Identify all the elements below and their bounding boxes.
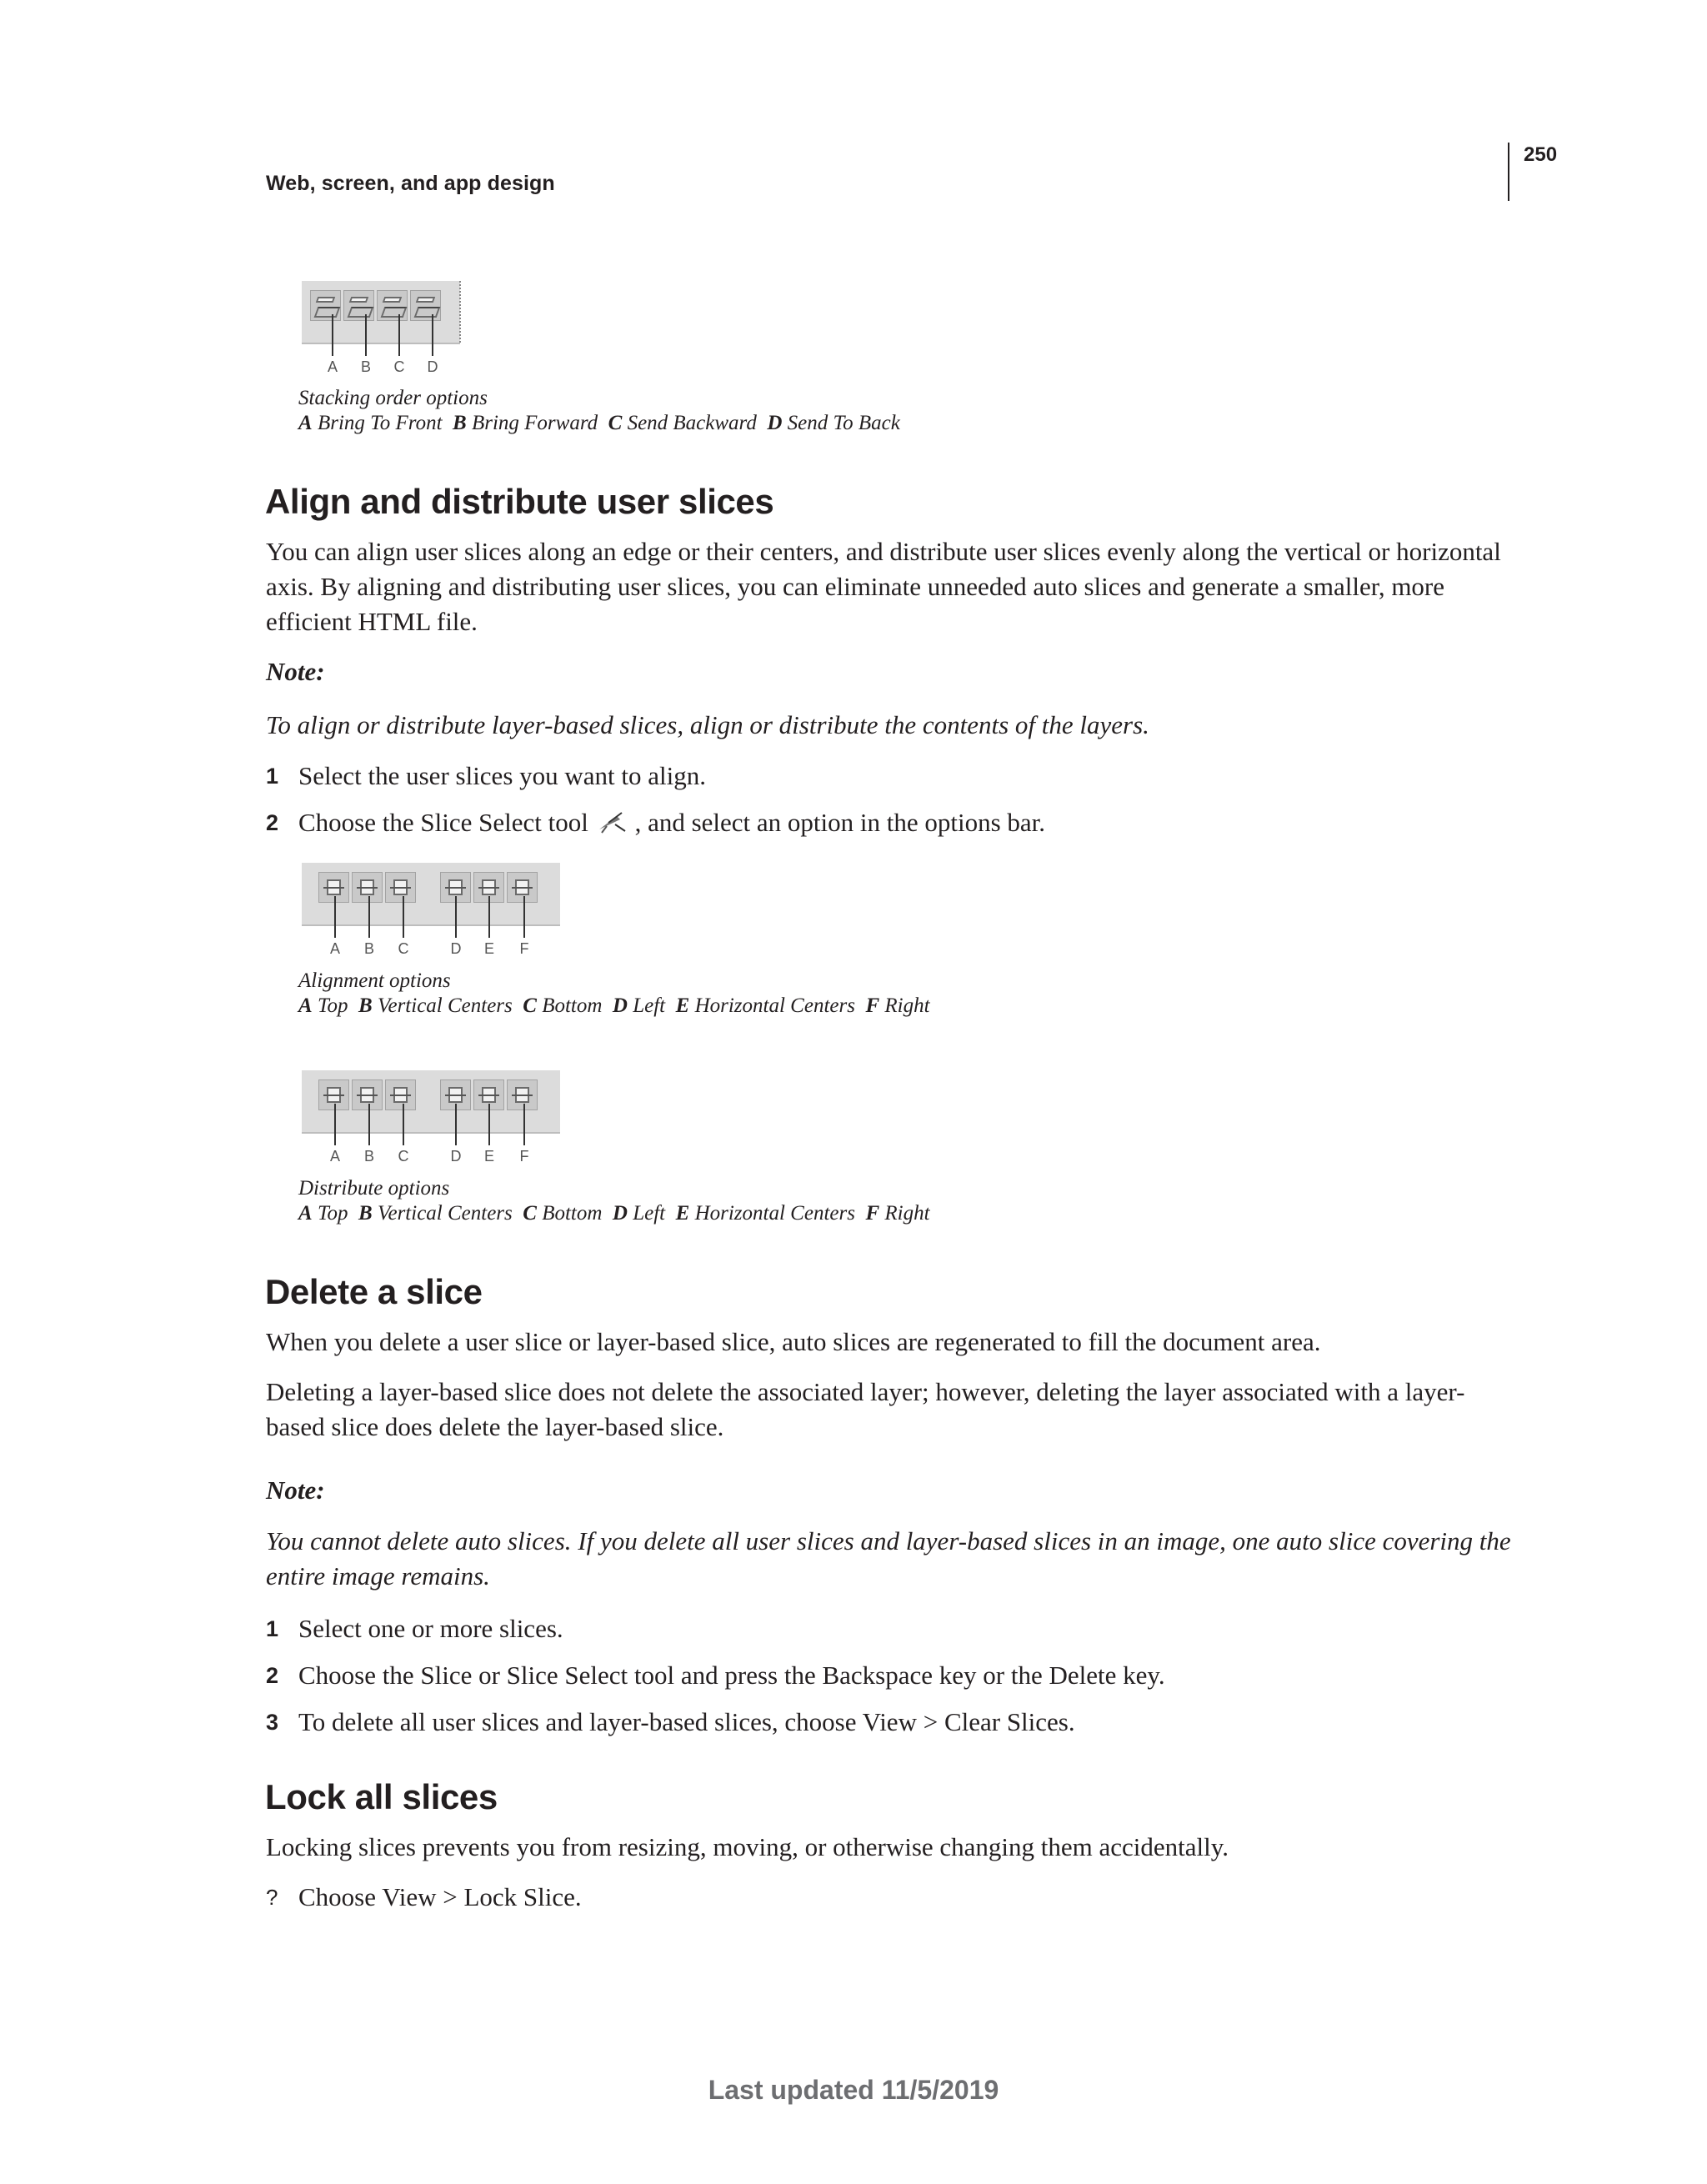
- distribute-toolbar: [302, 1070, 560, 1134]
- callout-line: [365, 314, 367, 356]
- distribute-bottom-icon: [385, 1079, 416, 1110]
- callout-line: [368, 896, 370, 938]
- step-text: Select the user slices you want to align.: [298, 761, 706, 790]
- step-number: 3: [266, 1710, 279, 1735]
- callout-line: [488, 896, 490, 938]
- delete-body-paragraph: Deleting a layer-based slice does not delete the associated layer; however, deleting the layer associated with a layer-based slice does delete the layer-based slice.: [266, 1377, 1465, 1441]
- alignment-options-figure: [302, 863, 568, 963]
- heading-lock-slices: Lock all slices: [265, 1777, 498, 1816]
- note-label: Note:: [266, 657, 325, 686]
- distribute-right-icon: [507, 1079, 538, 1110]
- alignment-toolbar: [302, 863, 560, 926]
- callout-letter: B: [360, 358, 371, 375]
- callout-letter: F: [519, 1148, 529, 1165]
- callout-letter: E: [483, 1148, 494, 1165]
- step-number: 1: [266, 764, 279, 789]
- stacking-toolbar: [302, 281, 460, 344]
- step-number: 2: [266, 810, 279, 835]
- distribute-options-figure: [302, 1070, 568, 1170]
- send-backward-icon: [377, 290, 408, 321]
- callout-letter: A: [329, 940, 340, 957]
- step-text: Choose the Slice or Slice Select tool and press the Backspace key or the Delete key.: [298, 1661, 1165, 1690]
- distribute-vertical-centers-icon: [352, 1079, 383, 1110]
- bring-forward-icon: [343, 290, 374, 321]
- callout-letter: A: [327, 358, 338, 375]
- stacking-order-figure: [302, 281, 468, 381]
- slice-select-tool-icon: [597, 811, 628, 836]
- callout-line: [488, 1104, 490, 1145]
- alignment-caption-legend: A Top B Vertical Centers C Bottom D Left E Horizontal Centers F Right: [298, 994, 930, 1017]
- distribute-caption-title: Distribute options: [298, 1177, 450, 1200]
- footer-last-updated: Last updated 11/5/2019: [708, 2075, 999, 2105]
- callout-letter: B: [363, 1148, 374, 1165]
- heading-delete-slice: Delete a slice: [265, 1272, 483, 1311]
- toolbar-dotted-edge: [459, 281, 461, 343]
- send-to-back-icon: [410, 290, 441, 321]
- callout-line: [432, 314, 433, 356]
- callout-letter: E: [483, 940, 494, 957]
- step-text: Select one or more slices.: [298, 1614, 563, 1643]
- align-vertical-centers-icon: [352, 872, 383, 903]
- callout-line: [334, 1104, 336, 1145]
- callout-line: [455, 896, 457, 938]
- step-text: To delete all user slices and layer-based slices, choose View > Clear Slices.: [298, 1707, 1075, 1736]
- callout-letter: C: [393, 358, 405, 375]
- callout-letter: C: [398, 1148, 409, 1165]
- header-rule: [1508, 143, 1509, 201]
- note-label: Note:: [266, 1475, 325, 1505]
- step-number: 1: [266, 1616, 279, 1641]
- note-text: You cannot delete auto slices. If you delete all user slices and layer-based slices in an image, one auto slice covering the entire image remains.: [266, 1526, 1511, 1590]
- step-bullet: ?: [266, 1885, 278, 1910]
- callout-line: [334, 896, 336, 938]
- callout-line: [332, 314, 333, 356]
- callout-letter: B: [363, 940, 374, 957]
- stacking-caption-title: Stacking order options: [298, 387, 488, 409]
- callout-line: [523, 1104, 525, 1145]
- alignment-caption-title: Alignment options: [298, 969, 451, 992]
- bring-to-front-icon: [310, 290, 341, 321]
- note-text: To align or distribute layer-based slices, align or distribute the contents of the layers.: [266, 710, 1149, 739]
- callout-letter: C: [398, 940, 409, 957]
- callout-letter: D: [450, 940, 462, 957]
- callout-line: [398, 314, 400, 356]
- distribute-caption-legend: A Top B Vertical Centers C Bottom D Left E Horizontal Centers F Right: [298, 1202, 930, 1225]
- running-head: Web, screen, and app design: [266, 172, 555, 195]
- step-number: 2: [266, 1663, 279, 1688]
- callout-line: [403, 1104, 404, 1145]
- delete-body-paragraph: When you delete a user slice or layer-based slice, auto slices are regenerated to fill the document area.: [266, 1327, 1321, 1356]
- callout-line: [523, 896, 525, 938]
- callout-letter: D: [427, 358, 438, 375]
- callout-letter: A: [329, 1148, 340, 1165]
- step-text: Choose View > Lock Slice.: [298, 1882, 582, 1911]
- lock-body-paragraph: Locking slices prevents you from resizing, moving, or otherwise changing them accidentally.: [266, 1832, 1229, 1861]
- step-text: Choose the Slice Select tool , and select an option in the options bar.: [298, 808, 1046, 837]
- page-number: 250: [1524, 143, 1558, 166]
- stacking-caption-legend: A Bring To Front B Bring Forward C Send Backward D Send To Back: [298, 412, 900, 434]
- callout-letter: D: [450, 1148, 462, 1165]
- callout-line: [403, 896, 404, 938]
- align-body-paragraph: You can align user slices along an edge or their centers, and distribute user slices evenly along the vertical or horizontal axis. By aligning and distributing user slices, you can eliminate unneeded auto slices and generate a smaller, more efficient HTML file.: [266, 537, 1501, 636]
- callout-letter: F: [519, 940, 529, 957]
- align-right-icon: [507, 872, 538, 903]
- align-bottom-icon: [385, 872, 416, 903]
- callout-line: [455, 1104, 457, 1145]
- callout-line: [368, 1104, 370, 1145]
- heading-align-distribute: Align and distribute user slices: [265, 482, 774, 521]
